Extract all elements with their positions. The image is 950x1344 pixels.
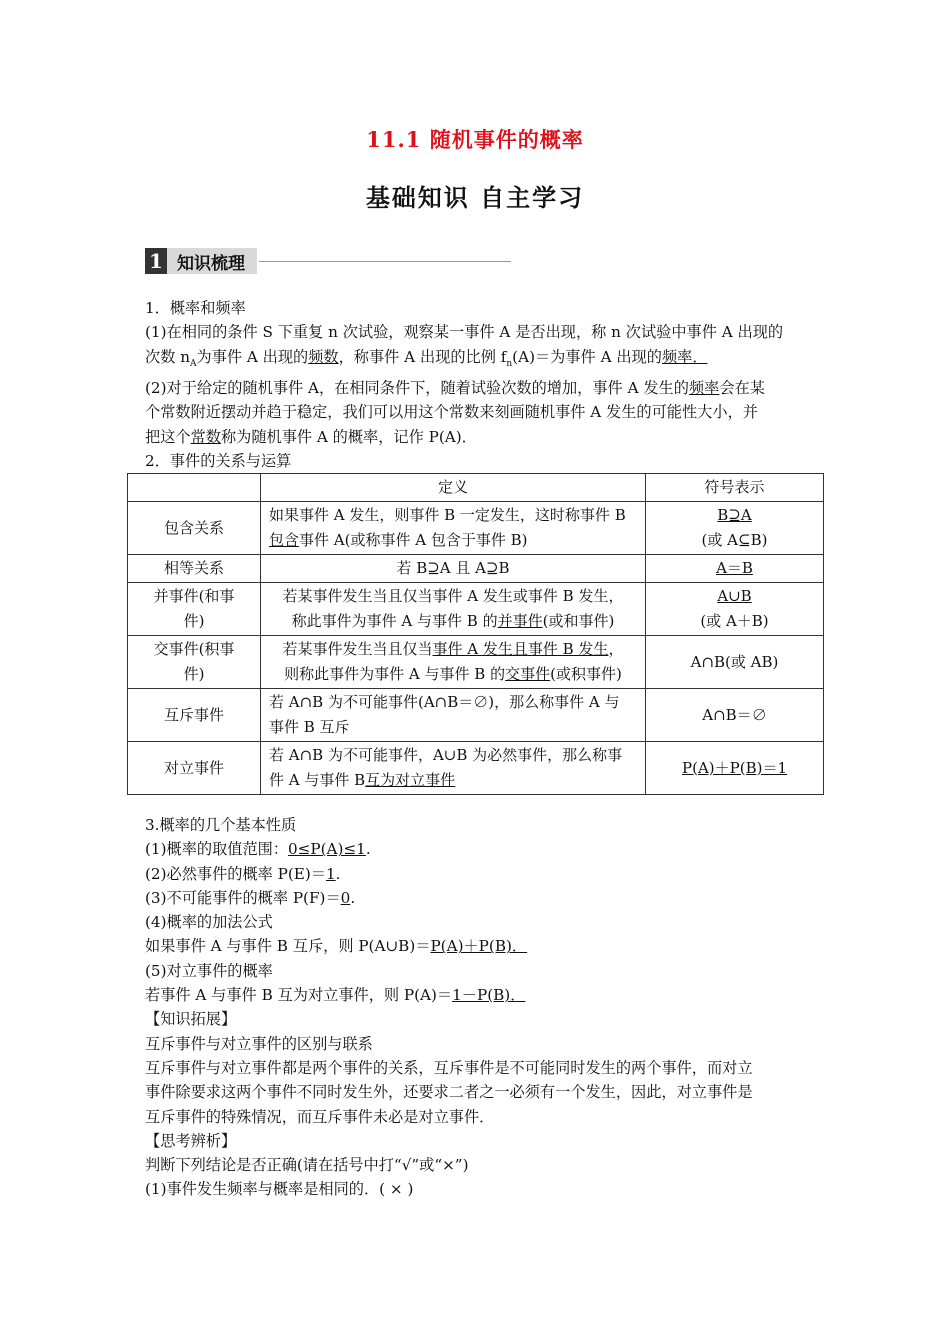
section-subtitle: 基础知识 自主学习 bbox=[365, 183, 585, 212]
table-row: 对立事件 若 A∩B 为不可能事件，A∪B 为必然事件，那么称事 件 A 与事件 B互为对立事件 P(A)＋P(B)＝1 bbox=[128, 742, 824, 795]
table-header-row bbox=[128, 474, 824, 502]
part2-heading: 2．事件的关系与运算 bbox=[145, 451, 292, 470]
probability-frequency-block bbox=[145, 296, 825, 473]
table-row: 交事件(积事 件) 若某事件发生当且仅当事件 A 发生且事件 B 发生， 则称此事件为事件 A 与事件 B 的交事件(或积事件) A∩B(或 AB) bbox=[128, 636, 824, 689]
section-divider bbox=[259, 261, 511, 262]
section-number: 1 bbox=[145, 248, 167, 274]
section-label: 知识梳理 bbox=[167, 248, 257, 274]
part3-heading: 3.概率的几个基本性质 bbox=[145, 816, 297, 834]
section-header bbox=[145, 248, 511, 274]
header-definition: 定义 bbox=[261, 474, 646, 502]
table-row: 包含关系 如果事件 A 发生，则事件 B 一定发生，这时称事件 B 包含事件 A(或称事件 A 包含于事件 B) B⊇A (或 A⊆B) bbox=[128, 502, 824, 555]
table-row: 并事件(和事 件) 若某事件发生当且仅当事件 A 发生或事件 B 发生， 称此事件为事件 A 与事件 B 的并事件(或和事件) A∪B (或 A＋B) bbox=[128, 583, 824, 636]
part1-line1: (1)在相同的条件 S 下重复 n 次试验，观察某一事件 A 是否出现，称 n 次试验中事件 A 出现的 bbox=[145, 323, 784, 342]
part1-line2: 次数 $n_A$为事件 A 出现的频数，称事件 A 出现的比例 $f_n(A)=$为事件 A 出现的频率． bbox=[145, 347, 708, 369]
part1-line4: 个常数附近摆动并趋于稳定，我们可以用这个常数来刻画随机事件 A 发生的可能性大小，并 bbox=[145, 403, 758, 422]
part1-heading: 1．概率和频率 bbox=[145, 299, 246, 317]
lesson-title: 11.1 随机事件的概率 bbox=[366, 127, 584, 152]
underlined-term: 频率． bbox=[661, 347, 708, 366]
part1-line5: 把这个常数称为随机事件 A 的概率，记作 P(A)． bbox=[145, 427, 477, 446]
table-row: 互斥事件 若 A∩B 为不可能事件(A∩B＝∅)，那么称事件 A 与 事件 B 互斥 A∩B＝∅ bbox=[128, 689, 824, 742]
event-relations-table bbox=[127, 473, 824, 795]
part1-line3: (2)对于给定的随机事件 A，在相同条件下，随着试验次数的增加，事件 A 发生的频率会在某 bbox=[145, 378, 765, 397]
table-row: 相等关系 若 B⊇A 且 A⊇B A＝B bbox=[128, 555, 824, 583]
underlined-term: 频数 bbox=[308, 347, 339, 366]
probability-properties-block: 3.概率的几个基本性质 (1)概率的取值范围：0≤P(A)≤1. (2)必然事件的概率 P(E)＝1. (3)不可能事件的概率 P(F)＝0. (4)概率的加法公式 如果事件 A 与事件 B 互斥，则 P(A∪B)＝P(A)＋P(B)． (5)对立事件的概率 若事件 A 与事件 B 互为对立事件，则 P(A)＝1－P(B)． 【知识拓展】 互斥事件与对立事件的区别与联系 互斥事件与对立事件都是两个事件的关系，互斥事件是不可能同时发生的两个事件，而对立 事件除要求这两个事件不同时发生外，还要求二者之一必须有一个发生，因此，对立事件是 互斥事件的特殊情况，而互斥事件未必是对立事件． 【思考辨析】 判断下列结论是否正确(请在括号中打“√”或“×”) (1)事件发生频率与概率是相同的．( × ) bbox=[145, 813, 825, 1202]
thinking-heading: 【思考辨析】 bbox=[145, 1131, 237, 1150]
header-symbol: 符号表示 bbox=[646, 474, 824, 502]
knowledge-extension-heading: 【知识拓展】 bbox=[145, 1010, 237, 1029]
